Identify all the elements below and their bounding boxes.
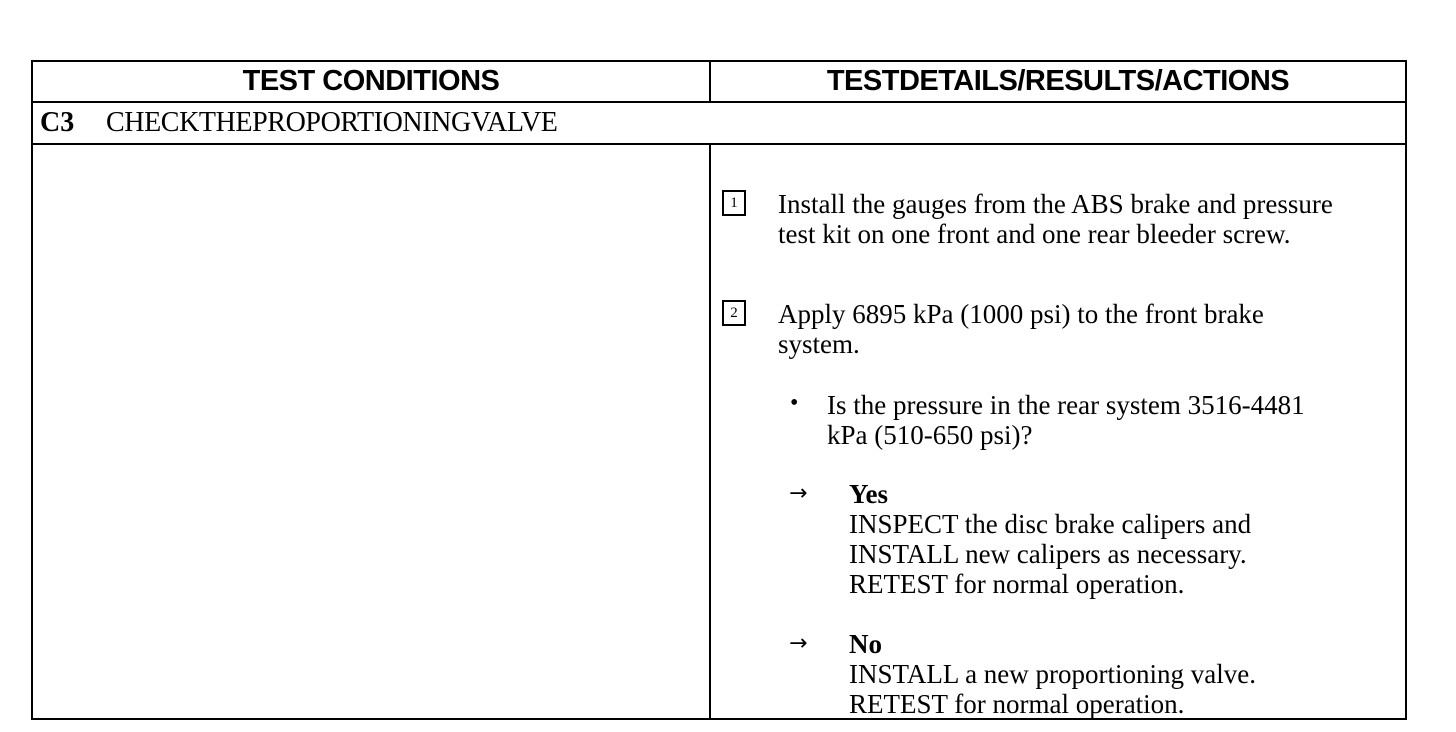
result-no-label: No — [849, 629, 882, 659]
arrow-right-icon: → — [789, 481, 808, 506]
result-no — [849, 629, 1256, 719]
step-number-box: 1 — [722, 190, 746, 216]
step-1-line-2: test kit on one front and one rear bleeder screw. — [778, 219, 1291, 249]
result-yes-label: Yes — [849, 479, 888, 509]
test-table — [31, 60, 1407, 720]
test-conditions-cell — [33, 145, 711, 718]
step-2-line-1: Apply 6895 kPa (1000 psi) to the front brake — [778, 299, 1264, 329]
result-no-line-2: RETEST for normal operation. — [849, 689, 1185, 719]
step-1-text — [778, 189, 1333, 249]
result-yes-line-3: RETEST for normal operation. — [849, 569, 1185, 599]
step-2-text — [778, 299, 1264, 359]
test-details-cell — [711, 145, 1405, 718]
header-test-details: TESTDETAILS/RESULTS/ACTIONS — [826, 65, 1290, 97]
section-title: CHECKTHEPROPORTIONINGVALVE — [106, 107, 558, 138]
bullet-icon: • — [790, 390, 799, 416]
section-row — [33, 103, 1405, 145]
section-code: C3 — [40, 107, 75, 138]
question-line-2: kPa (510-650 psi)? — [827, 420, 1033, 450]
result-yes-line-1: INSPECT the disc brake calipers and — [849, 509, 1252, 539]
arrow-right-icon: → — [789, 631, 808, 656]
header-test-conditions: TEST CONDITIONS — [33, 62, 711, 101]
result-yes-line-2: INSTALL new calipers as necessary. — [849, 539, 1247, 569]
table-header-row — [33, 62, 1405, 103]
step-number-box: 2 — [722, 300, 746, 326]
result-yes — [849, 479, 1251, 599]
step-2-line-2: system. — [778, 329, 860, 359]
step-1-line-1: Install the gauges from the ABS brake and pressure — [778, 189, 1333, 219]
question-text — [827, 390, 1305, 450]
result-no-line-1: INSTALL a new proportioning valve. — [849, 659, 1256, 689]
question-line-1: Is the pressure in the rear system 3516-4481 — [827, 390, 1305, 420]
